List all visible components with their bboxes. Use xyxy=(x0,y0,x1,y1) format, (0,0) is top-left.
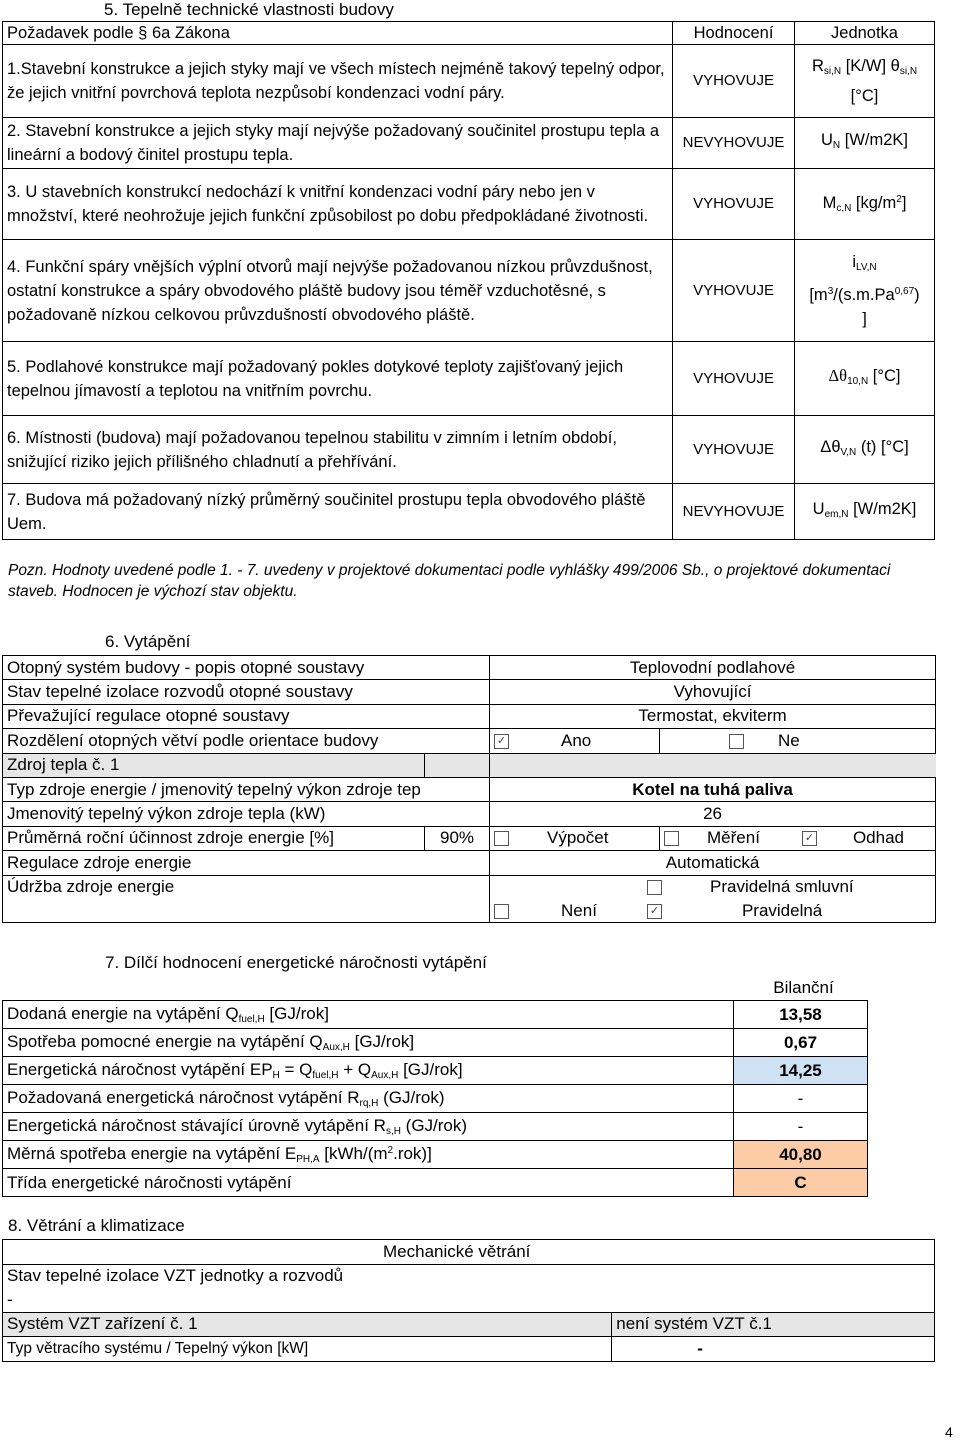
requirement-unit: $i_{LV,N}$ [$m^3/(s.m.Pa^{0,67})$ ] xyxy=(795,240,935,342)
requirement-text: 6. Místnosti (budova) mají požadovanou tepelnou stabilitu v zimním i letním období, snižující riziko jejich přílišného chladnutí a přehřívání. xyxy=(3,416,673,484)
vzt-type-value: - xyxy=(612,1337,935,1362)
energy-value: 0,67 xyxy=(734,1029,868,1057)
ventilation-table xyxy=(2,1239,935,1362)
efficiency-value: 90% xyxy=(425,826,490,850)
requirement-row xyxy=(3,45,935,118)
vzt-row-subtitle xyxy=(3,1240,935,1265)
energy-class: C xyxy=(734,1169,868,1197)
efficiency-meas-est: Měření ✓ Odhad xyxy=(660,826,936,850)
checkbox-calc[interactable] xyxy=(494,831,509,846)
requirement-row xyxy=(3,342,935,416)
vzt-row-type xyxy=(3,1337,935,1362)
requirement-result: VYHOVUJE xyxy=(673,45,795,118)
efficiency-calc: Výpočet xyxy=(490,826,660,850)
requirement-row xyxy=(3,118,935,169)
heating-row-regulation xyxy=(3,704,936,728)
energy-row xyxy=(3,1085,868,1113)
energy-label: Energetická náročnost stávající úrovně vytápění $R_{s,H}$ (GJ/rok) xyxy=(3,1113,734,1141)
requirements-table xyxy=(2,21,935,540)
section6-title: 6. Vytápění xyxy=(105,632,191,651)
heating-row-insulation xyxy=(3,680,936,704)
source-label: Zdroj tepla č. 1 xyxy=(3,753,425,777)
heating-row-power xyxy=(3,802,936,826)
heating-system-label: Otopný systém budovy - popis otopné soustavy xyxy=(3,656,490,680)
requirement-unit: $U_{em,N}$ [W/m2K] xyxy=(795,484,935,540)
heating-row-orientation xyxy=(3,729,936,753)
insulation-value: Vyhovující xyxy=(490,680,936,704)
vzt-type-label: Typ větracího systému / Tepelný výkon [kW] xyxy=(3,1337,612,1362)
energy-label: Spotřeba pomocné energie na vytápění $Q_{Aux,H}$ [GJ/rok] xyxy=(3,1029,734,1057)
heating-row-type xyxy=(3,777,936,801)
source-type-label: Typ zdroje energie / jmenovitý tepelný výkon zdroje tep xyxy=(3,777,490,801)
requirement-text: 5. Podlahové konstrukce mají požadovaný pokles dotykové teploty zajišťovaný jejich tepelnou jímavostí a teplotou na vnitřním povrchu. xyxy=(3,342,673,416)
energy-label: Měrná spotřeba energie na vytápění $E_{PH,A}$ $[kWh/(m^2.rok)]$ xyxy=(3,1141,734,1169)
heating-row-maint2 xyxy=(3,899,936,923)
balance-header: Bilanční xyxy=(773,978,834,997)
source-type-value: Kotel na tuhá paliva xyxy=(490,777,936,801)
heating-row-maint xyxy=(3,875,936,899)
header-unit: Jednotka xyxy=(795,22,935,45)
vzt-system-label: Systém VZT zařízení č. 1 xyxy=(3,1312,612,1337)
requirements-header xyxy=(3,22,935,45)
energy-row xyxy=(3,1029,868,1057)
orientation-label: Rozdělení otopných větví podle orientace budovy xyxy=(3,729,490,753)
heating-row-efficiency xyxy=(3,826,936,850)
heating-system-value: Teplovodní podlahové xyxy=(490,656,936,680)
requirement-text: 2. Stavební konstrukce a jejich styky mají nejvýše požadovaný součinitel prostupu tepla a lineární a bodový činitel prostupu tepla. xyxy=(3,118,673,169)
requirement-result: VYHOVUJE xyxy=(673,342,795,416)
header-requirement: Požadavek podle § 6a Zákona xyxy=(3,22,673,45)
energy-value: 40,80 xyxy=(734,1141,868,1169)
requirement-unit: $\Delta\theta_{10,N}$ [°C] xyxy=(795,342,935,416)
heating-row-src-reg xyxy=(3,851,936,875)
heating-table xyxy=(2,655,936,923)
energy-value: - xyxy=(734,1085,868,1113)
vzt-row-system xyxy=(3,1312,935,1337)
vzt-insulation-value: - xyxy=(3,1288,935,1312)
energy-row xyxy=(3,1001,868,1029)
energy-value: 14,25 xyxy=(734,1057,868,1085)
requirement-text: 4. Funkční spáry vnějších výplní otvorů mají nejvýše požadovanou nízkou průvzdušnost, ostatní konstrukce a spáry obvodového pláště budovy jsou téměř vzduchotěsné, s požadovaně nízkou celkovou průvzdušností obvodového pláště. xyxy=(3,240,673,342)
requirement-result: VYHOVUJE xyxy=(673,169,795,240)
energy-value: 13,58 xyxy=(734,1001,868,1029)
regulation-value: Termostat, ekviterm xyxy=(490,704,936,728)
requirement-text: 1.Stavební konstrukce a jejich styky mají ve všech místech nejméně takový tepelný odpor, že jejich vnitřní povrchová teplota nezpůsobí kondenzaci vodní páry. xyxy=(3,45,673,118)
requirement-row xyxy=(3,484,935,540)
requirement-row xyxy=(3,169,935,240)
energy-row xyxy=(3,1141,868,1169)
energy-label: Dodaná energie na vytápění $Q_{fuel,H}$ [GJ/rok] xyxy=(3,1001,734,1029)
checkbox-none[interactable] xyxy=(494,904,509,919)
requirement-unit: $U_N$ [W/m2K] xyxy=(795,118,935,169)
requirement-text: 7. Budova má požadovaný nízký průměrný součinitel prostupu tepla obvodového pláště Uem. xyxy=(3,484,673,540)
requirement-row xyxy=(3,240,935,342)
maintenance-label: Údržba zdroje energie xyxy=(3,875,490,899)
vzt-system-value: není systém VZT č.1 xyxy=(612,1312,935,1337)
power-label: Jmenovitý tepelný výkon zdroje tepla (kW) xyxy=(3,802,490,826)
heating-row-source xyxy=(3,753,936,777)
requirement-result: VYHOVUJE xyxy=(673,240,795,342)
orientation-no: Ne xyxy=(660,729,936,753)
energy-table xyxy=(2,1000,868,1197)
insulation-label: Stav tepelné izolace rozvodů otopné soustavy xyxy=(3,680,490,704)
vzt-row-insul-value xyxy=(3,1288,935,1312)
energy-row xyxy=(3,1057,868,1085)
requirement-unit: $\Delta\theta_{V,N}$ (t) [°C] xyxy=(795,416,935,484)
requirement-unit: $R_{si,N}$ [K/W] $\theta_{si,N}$ [°C] xyxy=(795,45,935,118)
checkbox-meas[interactable] xyxy=(664,831,679,846)
energy-label: Požadovaná energetická náročnost vytápění $R_{rq,H}$ (GJ/rok) xyxy=(3,1085,734,1113)
requirement-result: NEVYHOVUJE xyxy=(673,118,795,169)
section5-title: 5. Tepelně technické vlastnosti budovy xyxy=(104,0,394,19)
vzt-insulation-label: Stav tepelné izolace VZT jednotky a rozvodů xyxy=(3,1264,935,1288)
regulation-label: Převažující regulace otopné soustavy xyxy=(3,704,490,728)
energy-value: - xyxy=(734,1113,868,1141)
section5-note: Pozn. Hodnoty uvedené podle 1. - 7. uvedeny v projektové dokumentaci podle vyhlášky 499/2006 Sb., o projektové dokumentaci staveb. Hodnocen je výchozí stav objektu. xyxy=(8,562,891,600)
orientation-yes: ✓ Ano xyxy=(490,729,660,753)
maintenance-contract: Pravidelná smluvní xyxy=(490,875,936,899)
src-regulation-label: Regulace zdroje energie xyxy=(3,851,490,875)
requirement-result: NEVYHOVUJE xyxy=(673,484,795,540)
efficiency-label: Průměrná roční účinnost zdroje energie [%] xyxy=(3,826,425,850)
header-evaluation: Hodnocení xyxy=(673,22,795,45)
page-number: 4 xyxy=(945,1424,953,1440)
vzt-row-insul xyxy=(3,1264,935,1288)
section7-title: 7. Dílčí hodnocení energetické náročnosti vytápění xyxy=(105,953,487,972)
energy-row xyxy=(3,1113,868,1141)
requirement-text: 3. U stavebních konstrukcí nedochází k vnitřní kondenzaci vodní páry nebo jen v množství, které neohrožuje jejich funkční způsobilost po dobu předpokládané životnosti. xyxy=(3,169,673,240)
requirement-row xyxy=(3,416,935,484)
section8-title: 8. Větrání a klimatizace xyxy=(8,1216,185,1235)
checkbox-yes[interactable]: ✓ xyxy=(494,734,509,749)
energy-label: Třída energetické náročnosti vytápění xyxy=(3,1169,734,1197)
requirement-result: VYHOVUJE xyxy=(673,416,795,484)
checkbox-regular[interactable]: ✓ xyxy=(647,904,662,919)
energy-label: Energetická náročnost vytápění $EP_H = Q_{fuel,H} + Q_{Aux,H}$ [GJ/rok] xyxy=(3,1057,734,1085)
energy-row xyxy=(3,1169,868,1197)
requirement-unit: $M_{c,N}$ $[kg/m^2]$ xyxy=(795,169,935,240)
src-regulation-value: Automatická xyxy=(490,851,936,875)
ventilation-subtitle: Mechanické větrání xyxy=(3,1240,935,1265)
checkbox-est[interactable]: ✓ xyxy=(802,831,817,846)
heating-row-system xyxy=(3,656,936,680)
power-value: 26 xyxy=(490,802,936,826)
checkbox-contract[interactable] xyxy=(647,880,662,895)
checkbox-no[interactable] xyxy=(729,734,744,749)
maintenance-options: Není ✓ Pravidelná xyxy=(490,899,936,923)
